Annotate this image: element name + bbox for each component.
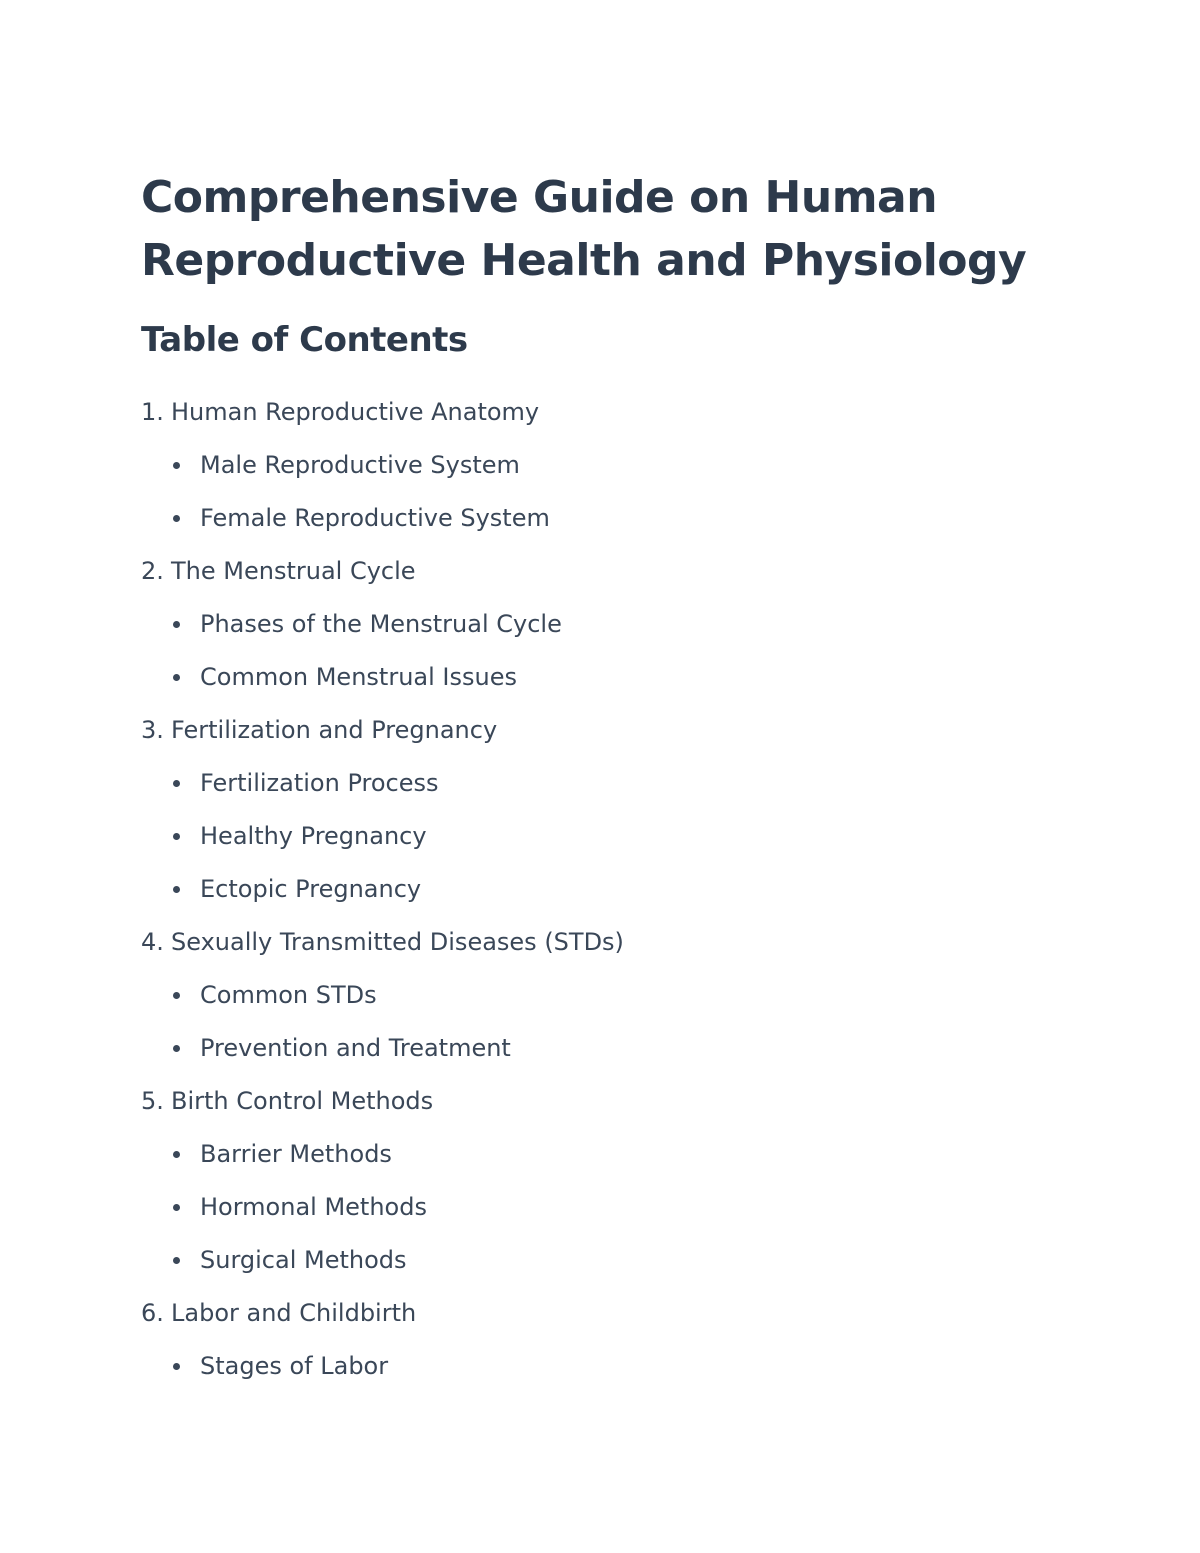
bullet-icon <box>173 674 180 681</box>
toc-section-title: Labor and Childbirth <box>171 1299 417 1327</box>
toc-section-label <box>141 704 1061 757</box>
toc-subsection-title: Male Reproductive System <box>200 451 520 479</box>
toc-section-label <box>141 1287 1061 1340</box>
toc-subsection-item <box>141 1022 1061 1075</box>
toc-section-label <box>141 916 1061 969</box>
toc-subsection-list <box>141 439 1061 545</box>
bullet-icon <box>173 780 180 787</box>
toc-section-title: Birth Control Methods <box>171 1087 434 1115</box>
toc-subsection-title: Common STDs <box>200 981 377 1009</box>
toc-section-6 <box>141 1287 1061 1393</box>
toc-section-label <box>141 1075 1061 1128</box>
document-title <box>141 166 1061 292</box>
toc-section-4 <box>141 916 1061 1075</box>
toc-section-number: 1. <box>141 398 164 426</box>
table-of-contents <box>141 386 1061 1393</box>
toc-subsection-title: Stages of Labor <box>200 1352 389 1380</box>
toc-section-number: 5. <box>141 1087 164 1115</box>
toc-subsection-title: Common Menstrual Issues <box>200 663 517 691</box>
toc-subsection-item <box>141 598 1061 651</box>
toc-subsection-title: Surgical Methods <box>200 1246 407 1274</box>
toc-subsection-item <box>141 651 1061 704</box>
toc-subsection-list <box>141 598 1061 704</box>
toc-section-5 <box>141 1075 1061 1287</box>
toc-subsection-title: Hormonal Methods <box>200 1193 427 1221</box>
toc-subsection-title: Female Reproductive System <box>200 504 550 532</box>
toc-subsection-item <box>141 492 1061 545</box>
toc-section-label <box>141 386 1061 439</box>
toc-subsection-list <box>141 969 1061 1075</box>
bullet-icon <box>173 515 180 522</box>
bullet-icon <box>173 1204 180 1211</box>
bullet-icon <box>173 1045 180 1052</box>
toc-subsection-item <box>141 1181 1061 1234</box>
toc-section-title: The Menstrual Cycle <box>171 557 416 585</box>
document-title-line-1: Comprehensive Guide on Human <box>141 172 938 223</box>
toc-subsection-title: Prevention and Treatment <box>200 1034 511 1062</box>
toc-subsection-list <box>141 1340 1061 1393</box>
toc-subsection-item <box>141 1128 1061 1181</box>
toc-subsection-item <box>141 439 1061 492</box>
toc-section-3 <box>141 704 1061 916</box>
toc-section-number: 6. <box>141 1299 164 1327</box>
toc-subsection-item <box>141 810 1061 863</box>
toc-subsection-item <box>141 1340 1061 1393</box>
toc-subsection-item <box>141 969 1061 1022</box>
bullet-icon <box>173 1257 180 1264</box>
toc-section-2 <box>141 545 1061 704</box>
toc-subsection-title: Fertilization Process <box>200 769 439 797</box>
toc-section-title: Human Reproductive Anatomy <box>171 398 540 426</box>
bullet-icon <box>173 992 180 999</box>
toc-subsection-item <box>141 757 1061 810</box>
bullet-icon <box>173 462 180 469</box>
toc-section-1 <box>141 386 1061 545</box>
toc-subsection-title: Phases of the Menstrual Cycle <box>200 610 562 638</box>
toc-section-number: 4. <box>141 928 164 956</box>
toc-subsection-list <box>141 757 1061 916</box>
toc-subsection-item <box>141 863 1061 916</box>
bullet-icon <box>173 1151 180 1158</box>
toc-subsection-title: Ectopic Pregnancy <box>200 875 422 903</box>
bullet-icon <box>173 886 180 893</box>
toc-section-label <box>141 545 1061 598</box>
toc-subsection-list <box>141 1128 1061 1287</box>
toc-section-title: Sexually Transmitted Diseases (STDs) <box>171 928 624 956</box>
document-title-line-2: Reproductive Health and Physiology <box>141 235 1027 286</box>
toc-subsection-title: Healthy Pregnancy <box>200 822 427 850</box>
toc-heading: Table of Contents <box>141 320 468 360</box>
toc-subsection-title: Barrier Methods <box>200 1140 392 1168</box>
toc-subsection-item <box>141 1234 1061 1287</box>
toc-section-number: 3. <box>141 716 164 744</box>
bullet-icon <box>173 833 180 840</box>
bullet-icon <box>173 621 180 628</box>
toc-section-title: Fertilization and Pregnancy <box>171 716 498 744</box>
bullet-icon <box>173 1363 180 1370</box>
toc-section-number: 2. <box>141 557 164 585</box>
document-page <box>141 166 1061 1393</box>
